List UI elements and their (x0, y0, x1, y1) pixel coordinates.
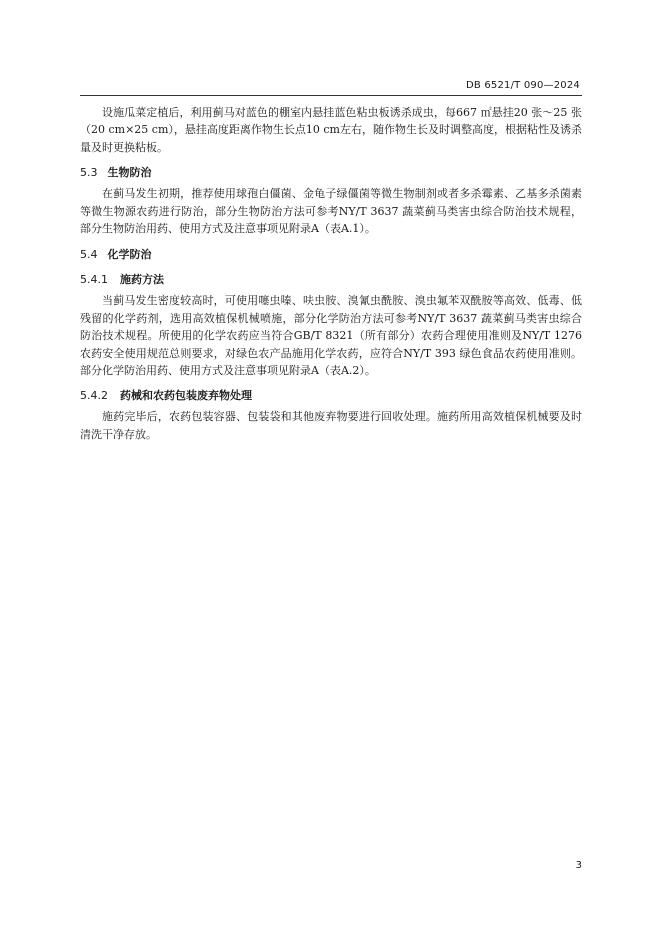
section-title: 化学防治 (107, 248, 152, 262)
section-5-4-1-heading (80, 271, 582, 288)
section-title: 药械和农药包装废弃物处理 (120, 389, 252, 403)
section-5-4-2-paragraph: 施药完毕后，农药包装容器、包装袋和其他废弃物要进行回收处理。施药所用高效植保机械要及时清洗干净存放。 (80, 410, 582, 441)
header-rule (80, 95, 582, 96)
document-body (80, 104, 582, 443)
section-5-3-heading (80, 164, 582, 181)
standard-code-header: DB 6521/T 090—2024 (466, 80, 580, 91)
section-number: 5.4 (80, 248, 98, 262)
section-5-4-2-heading (80, 387, 582, 404)
section-title: 生物防治 (107, 166, 152, 180)
section-title: 施药方法 (120, 273, 164, 287)
section-number: 5.3 (80, 166, 98, 180)
page-number: 3 (575, 860, 582, 871)
section-5-4-heading (80, 246, 582, 263)
section-5-4-1-paragraph: 当蓟马发生密度较高时，可使用噻虫嗪、呋虫胺、溴氰虫酰胺、溴虫氟苯双酰胺等高效、低毒、低残留的化学药剂，选用高效植保机械喷施，部分化学防治方法可参考NY/T 3637 蔬菜蓟马类害虫综合防治技术规程。所使用的化学农药应当符合GB/T 8321（所有部分）农药合理使用准则及NY/T 1276 农药安全使用规范总则要求，对绿色农产品施用化学农药，应符合NY/T 393 绿色食品农药使用准则。部分化学防治用药、使用方式及注意事项见附录A（表A.2）。 (80, 294, 582, 378)
section-number: 5.4.2 (80, 389, 108, 403)
section-5-3-paragraph: 在蓟马发生初期，推荐使用球孢白僵菌、金龟子绿僵菌等微生物制剂或者多杀霉素、乙基多杀菌素等微生物源农药进行防治，部分生物防治方法可参考NY/T 3637 蔬菜蓟马类害虫综合防治技术规程，部分生物防治用药、使用方式及注意事项见附录A（表A.1）。 (80, 187, 582, 236)
section-number: 5.4.1 (80, 273, 108, 287)
intro-paragraph: 设施瓜菜定植后，利用蓟马对蓝色的棚室内悬挂蓝色粘虫板诱杀成虫，每667 ㎡悬挂20 张～25 张（20 cm×25 cm），悬挂高度距离作物生长点10 cm左右，随作物生长及时调整高度，根据粘性及诱杀量及时更换粘板。 (80, 106, 582, 154)
